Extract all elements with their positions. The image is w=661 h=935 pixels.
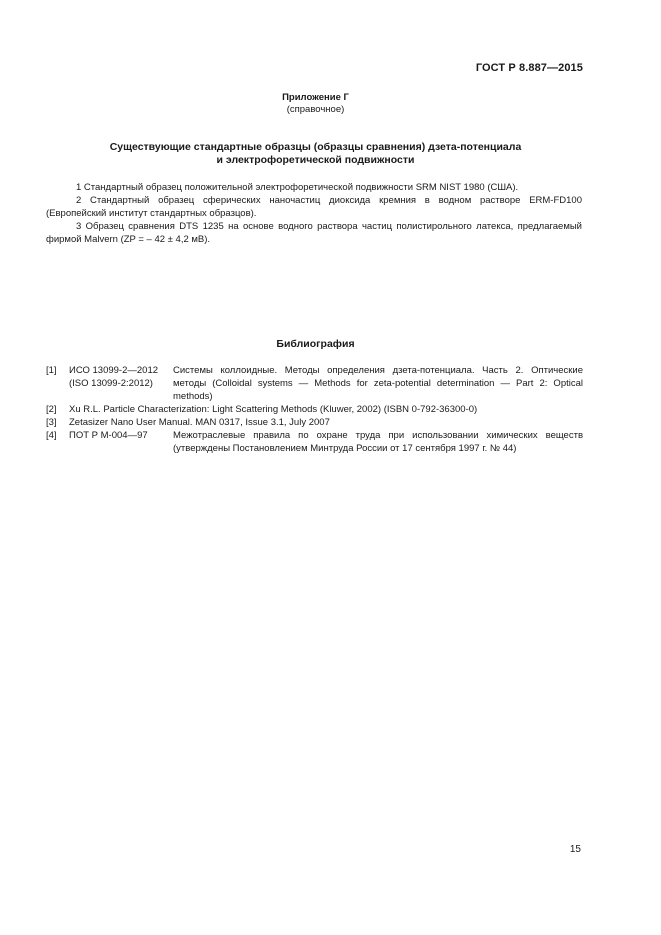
bibliography-entry: [46, 416, 583, 429]
entry-number: [1]: [46, 365, 57, 376]
document-code: ГОСТ Р 8.887—2015: [475, 62, 583, 74]
entry-standard-code: [69, 364, 173, 403]
entry-text: Системы коллоидные. Методы определения дзета-потенциала. Часть 2. Оптические методы (Colloidal systems — Methods for zeta-potential determination — Part 2: Optical methods): [173, 365, 583, 402]
bibliography-entry: [46, 429, 583, 455]
entry-standard-code: [69, 429, 173, 455]
entry-code-line-1: ПОТ Р М-004—97: [69, 430, 148, 441]
page-number: 15: [569, 844, 581, 855]
bibliography-list: [46, 364, 583, 455]
appendix-subtitle: (справочное): [286, 104, 345, 115]
list-item: 2 Стандартный образец сферических наночастиц диоксида кремния в водном растворе ERM-FD100 (Европейский институт стандартных образцов).: [46, 195, 582, 219]
section-title: [60, 141, 571, 167]
bibliography-entry: [46, 403, 583, 416]
entry-number: [3]: [46, 417, 57, 428]
entry-text: Xu R.L. Particle Characterization: Light Scattering Methods (Kluwer, 2002) (ISBN 0-792-36300-0): [69, 404, 478, 415]
entry-number: [4]: [46, 430, 57, 441]
entry-code-line-2: (ISO 13099-2:2012): [69, 378, 153, 389]
reference-materials-list: [46, 181, 582, 246]
bibliography-heading: Библиография: [276, 338, 355, 350]
entry-text: Межотраслевые правила по охране труда при использовании химических веществ (утверждены Постановлением Минтруда России от 17 сентября 1997 г. № 44): [173, 430, 583, 454]
appendix-title: Приложение Г: [282, 92, 349, 103]
section-title-line-2: и электрофоретической подвижности: [216, 154, 415, 166]
list-item: 3 Образец сравнения DTS 1235 на основе водного раствора частиц полистирольного латекса, предлагаемый фирмой Malvern (ZP = – 42 ± 4,2 мВ).: [46, 221, 582, 245]
list-item: 1 Стандартный образец положительной электрофоретической подвижности SRM NIST 1980 (США).: [76, 182, 519, 193]
section-title-line-1: Существующие стандартные образцы (образцы сравнения) дзета-потенциала: [109, 141, 522, 153]
entry-code-line-1: ИСО 13099-2—2012: [69, 365, 159, 376]
appendix-header: [0, 92, 631, 116]
entry-number: [2]: [46, 404, 57, 415]
bibliography-entry: [46, 364, 583, 403]
entry-text: Zetasizer Nano User Manual. MAN 0317, Issue 3.1, July 2007: [69, 417, 330, 428]
